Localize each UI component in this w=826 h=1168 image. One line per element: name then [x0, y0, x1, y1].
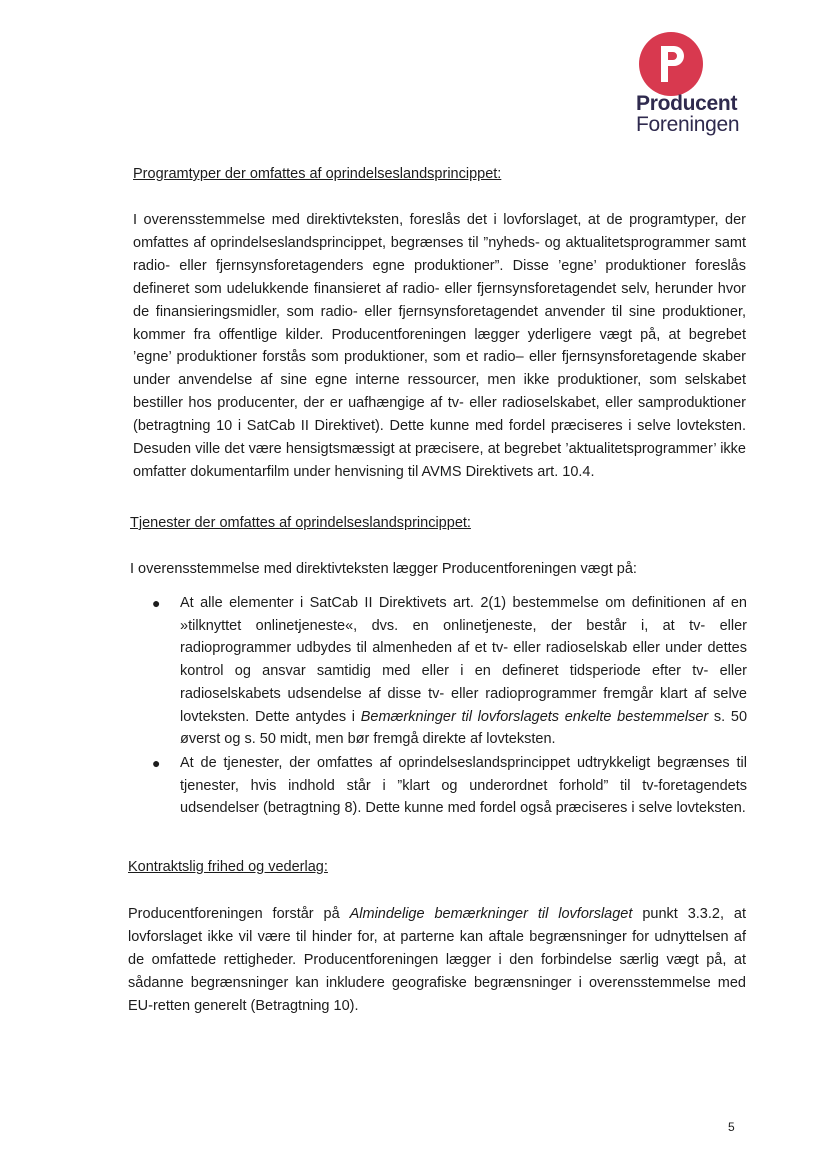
paragraph-emphasis: Almindelige bemærkninger til lovforslaget: [349, 906, 633, 922]
page-number: 5: [728, 1120, 735, 1134]
section-intro-tjenester: [130, 558, 750, 581]
section-paragraph-kontraktslig: [128, 903, 746, 1018]
list-item: [152, 752, 747, 820]
section-heading-programtyper: Programtyper der omfattes af oprindelseslandsprincippet:: [133, 166, 502, 182]
section-heading-kontraktslig: Kontraktslig frihed og vederlag:: [128, 859, 328, 875]
logo-name-line1: Producent: [636, 92, 738, 115]
bullet-dot-icon: ●: [152, 754, 161, 771]
logo-name-line2: Foreningen: [636, 113, 740, 136]
section-heading-tjenester: Tjenester der omfattes af oprindelseslandsprincippet:: [130, 515, 471, 531]
paragraph-text-part: Producentforeningen forstår på: [128, 906, 350, 922]
list-item-emphasis: Bemærkninger til lovforslagets enkelte bestemmelser: [360, 708, 709, 725]
bullet-dot-icon: ●: [152, 595, 161, 611]
paragraph-text: I overensstemmelse med direktivteksten, foreslås det i lovforslaget, at de programtyper, der omfattes af oprindelseslandsprincippet, begrænses til ”nyheds- og aktualitetsprogrammer samt radio- eller fjernsynsforetagenders egne produktioner”. Disse ’egne’ produktioner foreslås defineret som udelukkende finansieret af radio- eller fjernsynsforetagendet selv, herunder hvor de finansieringsmidler, som radio- eller fjernsynsforetagendet anvender til sine produktioner, kommer fra offentlige kilder. Producentforeningen lægger yderligere vægt på, at begrebet ’egne’ produktioner forstås som produktioner, som et radio– eller fjernsynsforetagende skaber under anvendelse af sine egne interne ressourcer, men ikke produktioner, som selskabet bestiller hos producenter, der er uafhængige af tv- eller radioselskabet, eller samproduktioner (betragtning 10 i SatCab II Direktivet). Dette kunne med fordel præciseres i selve lovteksten. Desuden ville det være hensigtsmæssigt at præcisere, at begrebet ’aktualitetsprogrammer’ ikke omfatter dokumentarfilm under henvisning til AVMS Direktivets art. 10.4.: [133, 212, 746, 480]
paragraph-text-part: punkt 3.3.2, at lovforslaget ikke vil være til hinder for, at parterne kan aftale begrænsninger for udnyttelsen af de omfattede rettigheder. Producentforeningen lægger i den forbindelse særlig vægt på, at sådanne begrænsninger kan inkludere geografiske begrænsninger i overensstemmelse med EU-retten generelt (Betragtning 10).: [128, 906, 746, 1014]
list-item-text: At de tjenester, der omfattes af oprindelseslandsprincippet udtrykkeligt begrænses til tjenester, hvis indhold står i ”klart og underordnet forhold” til tv-foretagendets udsendelser (betragtning 8). Dette kunne med fordel også præciseres i selve lovteksten.: [180, 754, 747, 817]
paragraph-text: I overensstemmelse med direktivteksten lægger Producentforeningen vægt på:: [130, 561, 637, 577]
list-item: [152, 592, 747, 751]
section-paragraph-programtyper: [133, 209, 746, 484]
bullet-list-tjenester: [152, 592, 747, 820]
list-item-text: At alle elementer i SatCab II Direktivets art. 2(1) bestemmelse om definitionen af en »tilknyttet onlinetjeneste«, dvs. en onlinetjeneste, der består i, at tv- eller radioprogrammer udbydes til almenheden af et tv- eller radioselskab eller under dettes kontrol og ansvar samtidig med eller i en defineret tidsperiode efter tv- eller radioselskabets udsendelse af disse tv- eller radioprogrammer fremgår klart af selve lovteksten. Dette antydes i: [180, 595, 747, 725]
logo-p-icon: [639, 32, 703, 96]
producentforeningen-logo: [636, 32, 746, 136]
paragraph-text: [128, 903, 746, 1018]
list-item-text: s. 50 øverst og s. 50 midt, men bør fremgå direkte af lovteksten.: [180, 708, 748, 748]
